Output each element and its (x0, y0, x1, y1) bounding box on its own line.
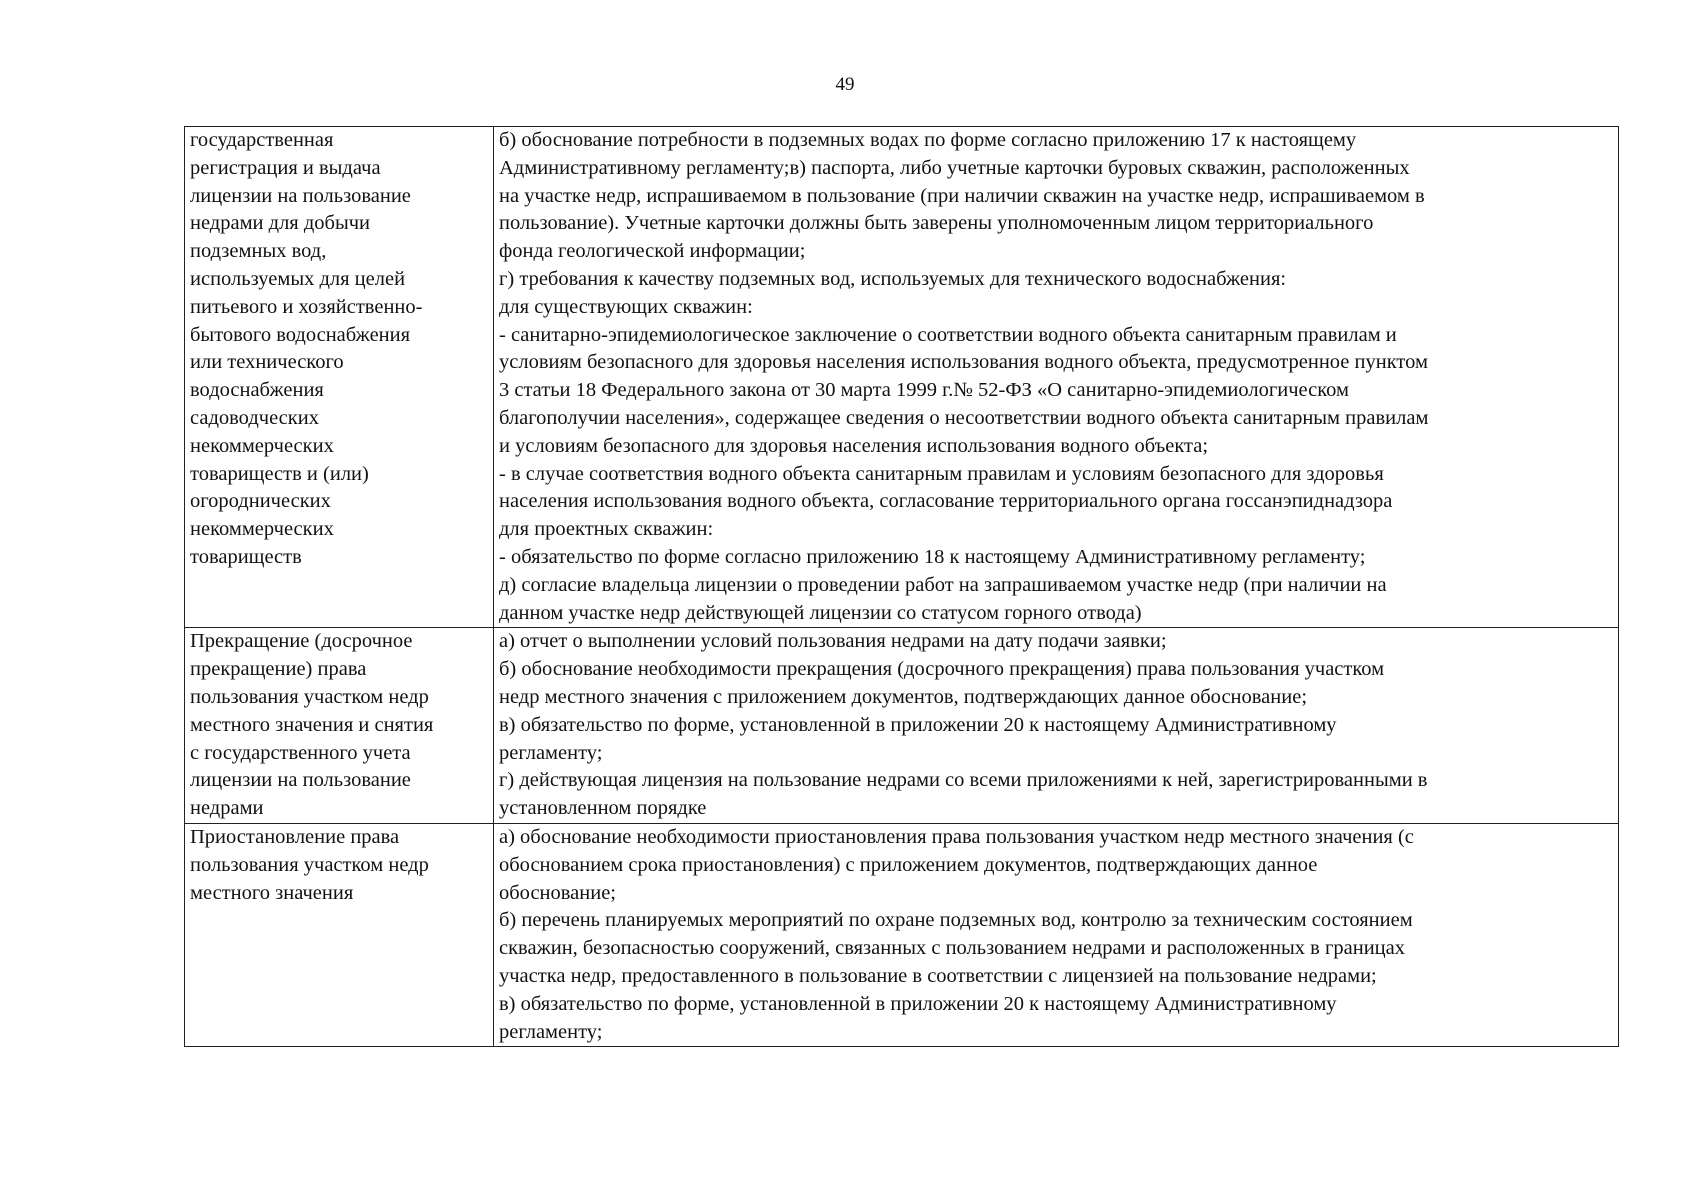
procedure-title-line: лицензии на пользование (190, 184, 411, 207)
procedure-title-line: недрами для добычи (190, 212, 371, 235)
document-requirement-line: фонда геологической информации; (499, 240, 806, 263)
procedure-title-line: недрами (190, 797, 264, 820)
document-requirement-line: а) обоснование необходимости приостановления права пользования участком недр местного значения (с (499, 825, 1414, 848)
procedure-title-line: товариществ (190, 545, 302, 568)
document-requirement-line: скважин, безопасностью сооружений, связанных с пользованием недрами и расположенных в границах (499, 937, 1405, 960)
document-requirement-line: д) согласие владельца лицензии о проведении работ на запрашиваемом участке недр (при наличии на (499, 573, 1387, 596)
document-requirement-line: для проектных скважин: (499, 518, 714, 541)
procedure-title-line: или технического (190, 351, 344, 374)
document-requirement-line: Административному регламенту;в) паспорта, либо учетные карточки буровых скважин, расположенных (499, 156, 1410, 179)
procedure-title-line: огороднических (190, 490, 331, 513)
page-number: 49 (835, 74, 855, 95)
table-body (185, 127, 1619, 1047)
document-requirement-line: обоснование; (499, 881, 617, 904)
procedure-title-line: регистрация и выдача (190, 156, 381, 179)
document-requirement-line: б) обоснование необходимости прекращения (досрочного прекращения) права пользования участком (499, 658, 1385, 681)
document-requirement-line: - в случае соответствия водного объекта санитарным правилам и условиям безопасного для здоровья (499, 462, 1384, 485)
table-row (185, 823, 1619, 1046)
document-requirement-line: регламенту; (499, 1020, 603, 1043)
procedure-title-line: пользования участком недр (190, 853, 429, 876)
document-requirement-line: г) требования к качеству подземных вод, используемых для технического водоснабжения: (499, 267, 1287, 290)
document-requirement-line: и условиям безопасного для здоровья населения использования водного объекта; (499, 434, 1209, 457)
procedure-title-line: Приостановление права (190, 825, 400, 848)
table-row (185, 127, 1619, 628)
document-requirement-line: недр местного значения с приложением документов, подтверждающих данное обоснование; (499, 685, 1308, 708)
document-requirement-line: 3 статьи 18 Федерального закона от 30 марта 1999 г.№ 52-ФЗ «О санитарно-эпидемиологическом (499, 379, 1349, 402)
document-requirement-line: населения использования водного объекта, согласование территориального органа госсанэпиднадзора (499, 490, 1393, 513)
procedure-title-cell (185, 628, 494, 824)
document-requirement-line: на участке недр, испрашиваемом в пользование (при наличии скважин на участке недр, испрашиваемом в (499, 184, 1425, 207)
required-documents-cell (494, 127, 1619, 628)
document-requirement-line: для существующих скважин: (499, 295, 753, 318)
procedure-title-line: водоснабжения (190, 379, 324, 402)
procedure-title-line: прекращение) права (190, 658, 367, 681)
document-requirement-line: в) обязательство по форме, установленной в приложении 20 к настоящему Административному (499, 992, 1337, 1015)
procedure-title-line: некоммерческих (190, 518, 334, 541)
procedure-title-line: бытового водоснабжения (190, 323, 411, 346)
document-requirement-line: данном участке недр действующей лицензии со статусом горного отвода) (499, 601, 1142, 624)
procedure-title-line: с государственного учета (190, 741, 411, 764)
document-requirement-line: участка недр, предоставленного в пользование в соответствии с лицензией на пользование недрами; (499, 964, 1377, 987)
procedure-title-line: питьевого и хозяйственно- (190, 295, 423, 318)
procedure-title-line: пользования участком недр (190, 685, 429, 708)
document-requirement-line: в) обязательство по форме, установленной в приложении 20 к настоящему Административному (499, 713, 1337, 736)
document-requirement-line: обоснованием срока приостановления) с приложением документов, подтверждающих данное (499, 853, 1318, 876)
document-requirement-line: б) перечень планируемых мероприятий по охране подземных вод, контролю за техническим состоянием (499, 909, 1413, 932)
document-requirement-line: - санитарно-эпидемиологическое заключение о соответствии водного объекта санитарным правилам и (499, 323, 1397, 346)
document-requirement-line: б) обоснование потребности в подземных водах по форме согласно приложению 17 к настоящему (499, 129, 1357, 151)
required-documents-cell (494, 628, 1619, 824)
procedure-title-line: государственная (190, 129, 334, 151)
procedure-title-line: используемых для целей (190, 267, 406, 290)
procedure-title-line: местного значения и снятия (190, 713, 434, 736)
procedure-title-line: некоммерческих (190, 434, 334, 457)
documents-table (184, 126, 1619, 1047)
document-requirement-line: благополучии населения», содержащее сведения о несоответствии водного объекта санитарным правилам (499, 406, 1429, 429)
table-row (185, 628, 1619, 824)
procedure-title-line: местного значения (190, 881, 354, 904)
document-requirement-line: - обязательство по форме согласно приложению 18 к настоящему Административному регламенту; (499, 545, 1366, 568)
procedure-title-line: садоводческих (190, 406, 319, 429)
required-documents-cell (494, 823, 1619, 1046)
procedure-title-line: Прекращение (досрочное (190, 630, 413, 653)
procedure-title-line: подземных вод, (190, 240, 327, 263)
procedure-title-line: лицензии на пользование (190, 769, 411, 792)
document-requirement-line: а) отчет о выполнении условий пользования недрами на дату подачи заявки; (499, 630, 1167, 653)
document-requirement-line: г) действующая лицензия на пользование недрами со всеми приложениями к ней, зарегистрированными в (499, 769, 1428, 792)
document-requirement-line: пользование). Учетные карточки должны быть заверены уполномоченным лицом территориального (499, 212, 1374, 235)
procedure-title-cell (185, 823, 494, 1046)
document-requirement-line: условиям безопасного для здоровья населения использования водного объекта, предусмотренное пунктом (499, 351, 1428, 374)
procedure-title-line: товариществ и (или) (190, 462, 369, 485)
procedure-title-cell (185, 127, 494, 628)
document-requirement-line: установленном порядке (499, 797, 707, 820)
document-requirement-line: регламенту; (499, 741, 603, 764)
